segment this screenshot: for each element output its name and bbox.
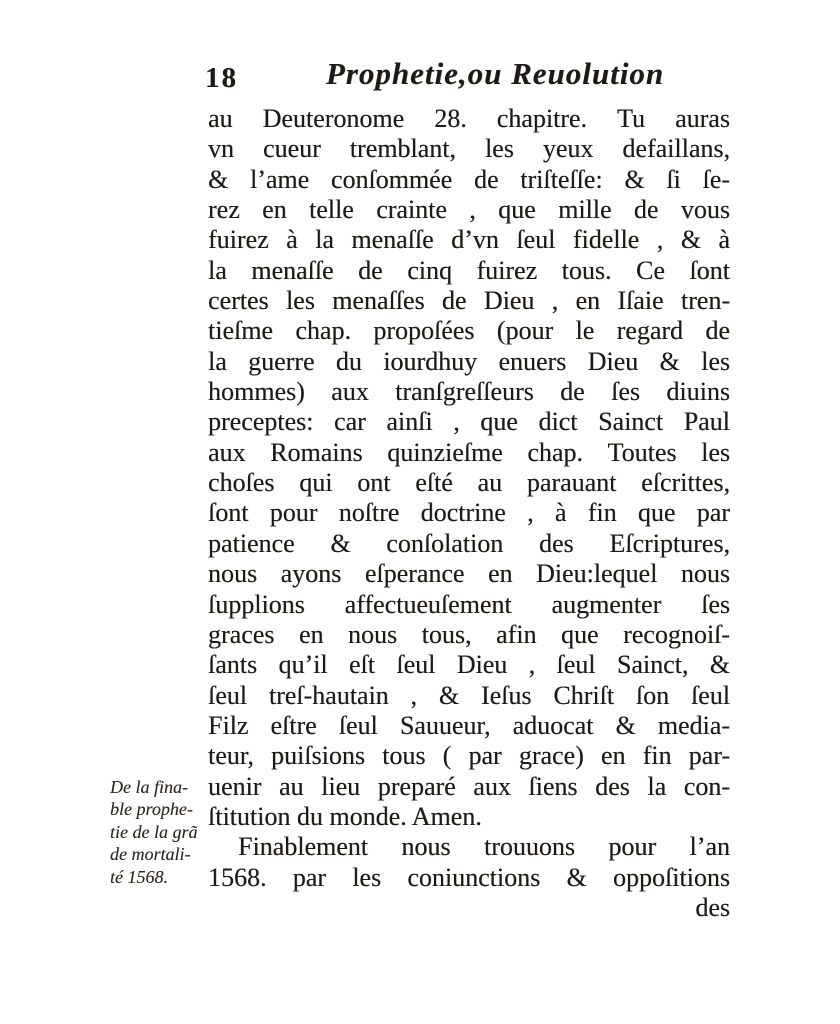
text-line: ſupplions affectueuſement augmenter ſes <box>208 589 730 619</box>
text-line: tieſme chap. propoſées (pour le regard de <box>208 316 730 346</box>
text-line: & l’ame conſommée de triſteſſe: & ſi ſe- <box>208 164 730 194</box>
text-line: uenir au lieu preparé aux ſiens des la con- <box>208 771 730 801</box>
text-line: Filz eſtre ſeul Sauueur, aduocat & media- <box>208 710 730 740</box>
text-line: la menaſſe de cinq fuirez tous. Ce ſont <box>208 255 730 285</box>
text-line: rez en telle crainte , que mille de vous <box>208 195 730 225</box>
body-text <box>208 104 730 923</box>
text-line: 1568. par les coniunctions & oppoſitions <box>208 862 730 892</box>
page-number: 18 <box>205 62 238 94</box>
text-line: ſtitution du monde. Amen. <box>208 801 482 831</box>
text-line: certes les menaſſes de Dieu , en Iſaie tren- <box>208 286 730 316</box>
text-line: la guerre du iourdhuy enuers Dieu & les <box>208 346 730 376</box>
text-line: Finablement nous trouuons pour l’an <box>238 832 730 862</box>
text-line: teur, puiſsions tous ( par grace) en fin par- <box>208 741 730 771</box>
text-line: ſeul treſ-hautain , & Ieſus Chriſt ſon ſeul <box>208 680 730 710</box>
text-line: hommes) aux tranſgreſſeurs de ſes diuins <box>208 377 730 407</box>
text-line: patience & conſolation des Eſcriptures, <box>208 528 730 558</box>
margin-note-line: De la fina- <box>110 777 188 797</box>
running-header <box>205 56 730 96</box>
running-title: Prophetie,ou Reuolution <box>325 56 665 91</box>
text-line: au Deuteronome 28. chapitre. Tu auras <box>208 104 730 133</box>
text-line: vn cueur tremblant, les yeux defaillans, <box>208 134 730 164</box>
text-line: aux Romains quinzieſme chap. Toutes les <box>208 437 730 467</box>
margin-note-line: de mortali- <box>110 844 191 865</box>
text-line: ſants qu’il eſt ſeul Dieu , ſeul Sainct, & <box>208 650 730 680</box>
margin-note-line: tie de la grã <box>110 821 198 842</box>
text-line: choſes qui ont eſté au parauant eſcrittes, <box>208 468 730 498</box>
margin-note-line: té 1568. <box>110 866 168 887</box>
text-line: ſont pour noſtre doctrine , à fin que par <box>208 498 730 528</box>
text-line: fuirez à la menaſſe d’vn ſeul fidelle , & à <box>208 225 730 255</box>
margin-note <box>110 776 210 888</box>
text-line: preceptes: car ainſi , que dict Sainct Paul <box>208 407 730 437</box>
text-line: des <box>695 892 730 922</box>
text-line: graces en nous tous, afin que recognoiſ- <box>208 619 730 649</box>
margin-note-line: ble prophe- <box>110 799 193 820</box>
text-line: nous ayons eſperance en Dieu:lequel nous <box>208 559 730 589</box>
